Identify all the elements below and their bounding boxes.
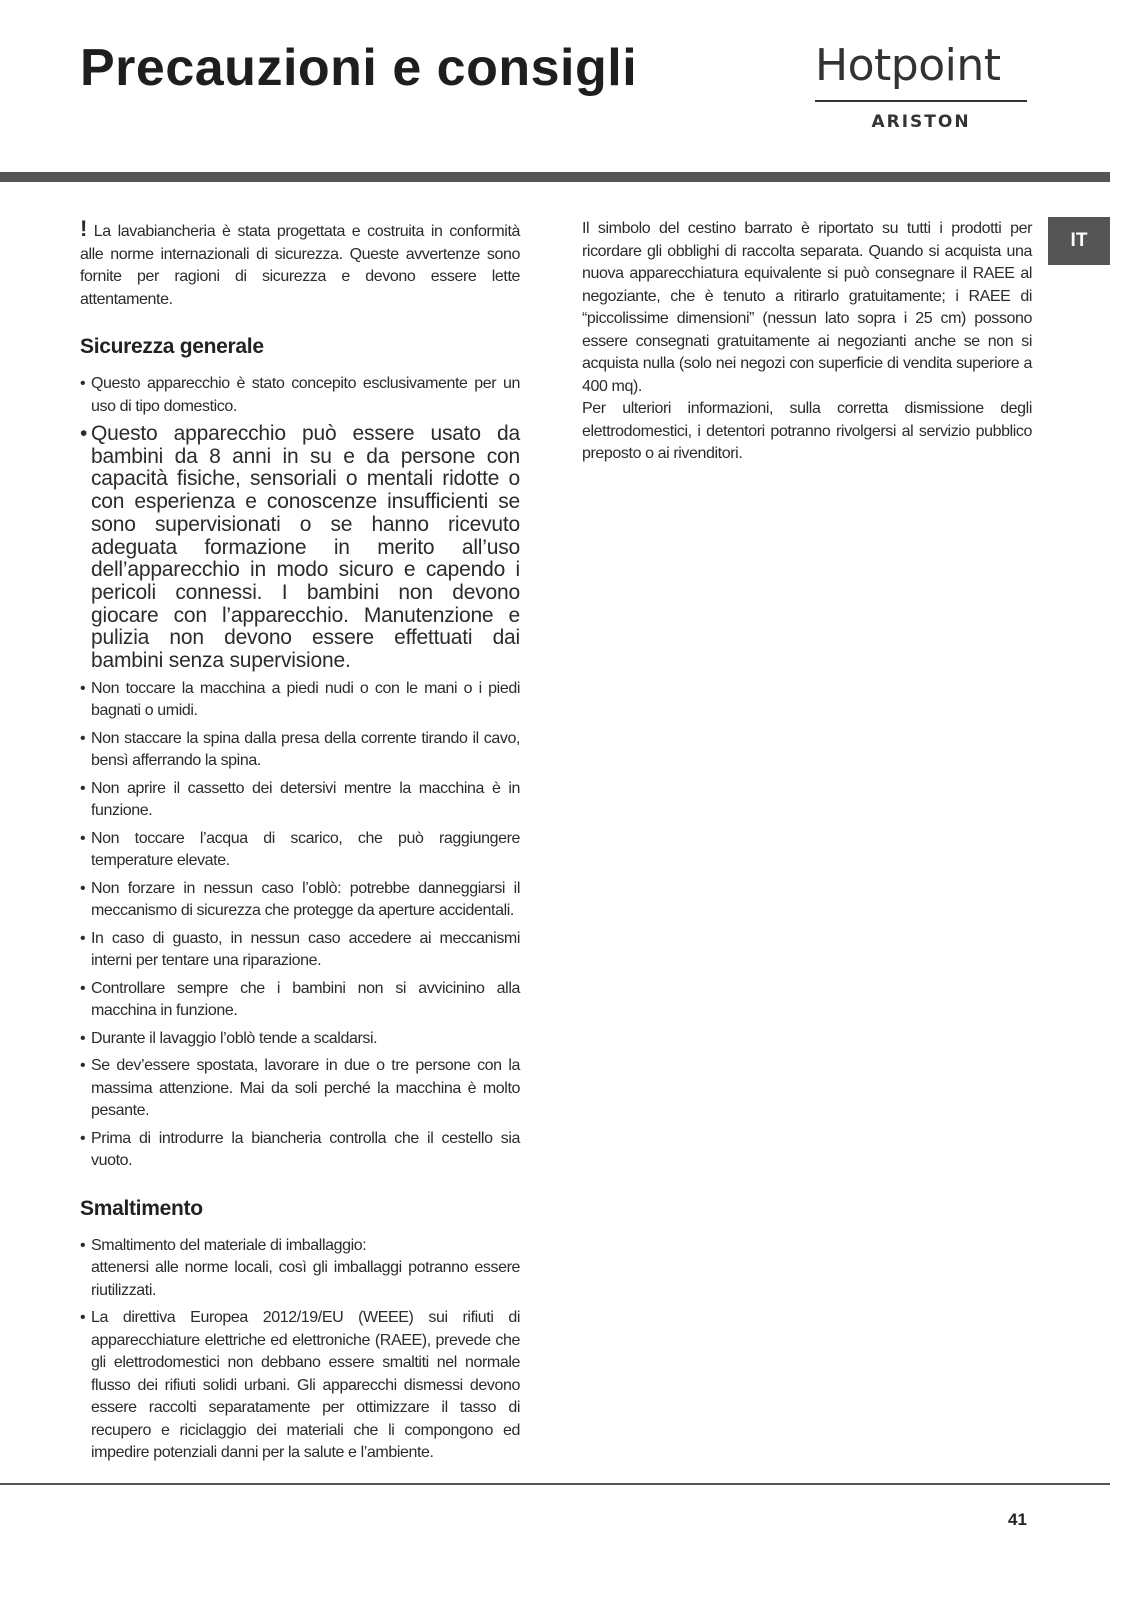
page-title: Precauzioni e consigli [80,39,638,97]
list-item: • Questo apparecchio può essere usato da bambini da 8 anni in su e da persone con capacità fisiche, sensoriali o mentali ridotte o con esperienza e conoscenze insufficienti se sono supervisionati o se hanno ricevuto adeguata formazione in merito all’uso dell’apparecchio in modo sicuro e capendo i pericoli connessi. I bambini non devono giocare con l’apparecchio. Manutenzione e pulizia non devono essere effettuati dai bambini senza supervisione. [80,423,520,673]
list-item [80,1235,520,1303]
list-item: • In caso di guasto, in nessun caso accedere ai meccanismi interni per tentare una riparazione. [80,928,520,973]
brand-logo [815,40,1027,132]
info-paragraph: Per ulteriori informazioni, sulla corretta dismissione degli elettrodomestici, i detentori potranno rivolgersi al servizio pubblico preposto o ai rivenditori. [582,400,1032,462]
brand-subname: ARISTON [871,112,971,132]
weee-paragraph: Il simbolo del cestino barrato è riportato su tutti i prodotti per ricordare gli obblighi di raccolta separata. Quando si acquista una nuova apparecchiatura equivalente si può consegnare il RAEE al negoziante, che è tenuto a ritirarlo gratuitamente; i RAEE di “piccolissime dimensioni” (nessun lato sopra i 25 cm) possono essere consegnati gratuitamente ai negozianti anche se non si acquista nulla (solo nei negozi con superficie di vendita superiore a 400 mq). [582,220,1032,395]
left-column [80,218,520,1470]
list-item: • Non forzare in nessun caso l’oblò: potrebbe danneggiarsi il meccanismo di sicurezza che protegge da aperture accidentali. [80,878,520,923]
list-item: • Se dev’essere spostata, lavorare in due o tre persone con la massima attenzione. Mai da soli perché la macchina è molto pesante. [80,1055,520,1123]
brand-divider [815,100,1027,102]
list-item: • Non aprire il cassetto dei detersivi mentre la macchina è in funzione. [80,778,520,823]
list-item: • La direttiva Europea 2012/19/EU (WEEE) sui rifiuti di apparecchiature elettriche ed elettroniche (RAEE), prevede che gli elettrodomestici non debbano essere smaltiti nel normale flusso dei rifiuti solidi urbani. Gli apparecchi dismessi devono essere raccolti separatamente per ottimizzare il tasso di recupero e riciclaggio dei materiali che li compongono ed impedire potenziali danni per la salute e l’ambiente. [80,1307,520,1465]
section-heading-sicurezza: Sicurezza generale [80,335,264,358]
list-item-title: • Smaltimento del materiale di imballaggio: [91,1236,367,1254]
intro-text: La lavabiancheria è stata progettata e costruita in conformità alle norme internazionali di sicurezza. Queste avvertenze sono fornite per ragioni di sicurezza e devono essere lette attentamente. [80,223,520,308]
sicurezza-list [80,373,520,1173]
footer-divider [0,1483,1110,1485]
list-item: • Durante il lavaggio l’oblò tende a scaldarsi. [80,1028,520,1051]
list-item: • Non toccare l’acqua di scarico, che può raggiungere temperature elevate. [80,828,520,873]
list-item-text: attenersi alle norme locali, così gli imballaggi potranno essere riutilizzati. [91,1259,520,1299]
language-tab: IT [1048,217,1110,265]
list-item: • Controllare sempre che i bambini non si avvicinino alla macchina in funzione. [80,978,520,1023]
header-bar [0,172,1110,182]
page-number: 41 [1008,1510,1027,1529]
smaltimento-list [80,1235,520,1465]
section-heading-smaltimento: Smaltimento [80,1196,203,1220]
list-item: • Non staccare la spina dalla presa della corrente tirando il cavo, bensì afferrando la spina. [80,728,520,773]
list-item: • Questo apparecchio è stato concepito esclusivamente per un uso di tipo domestico. [80,373,520,418]
right-column [582,218,1032,466]
intro-paragraph [80,218,520,311]
warning-icon: ! [80,216,87,241]
list-item: • Non toccare la macchina a piedi nudi o con le mani o i piedi bagnati o umidi. [80,678,520,723]
list-item: • Prima di introdurre la biancheria controlla che il cestello sia vuoto. [80,1128,520,1173]
brand-name: Hotpoint [815,40,1001,91]
